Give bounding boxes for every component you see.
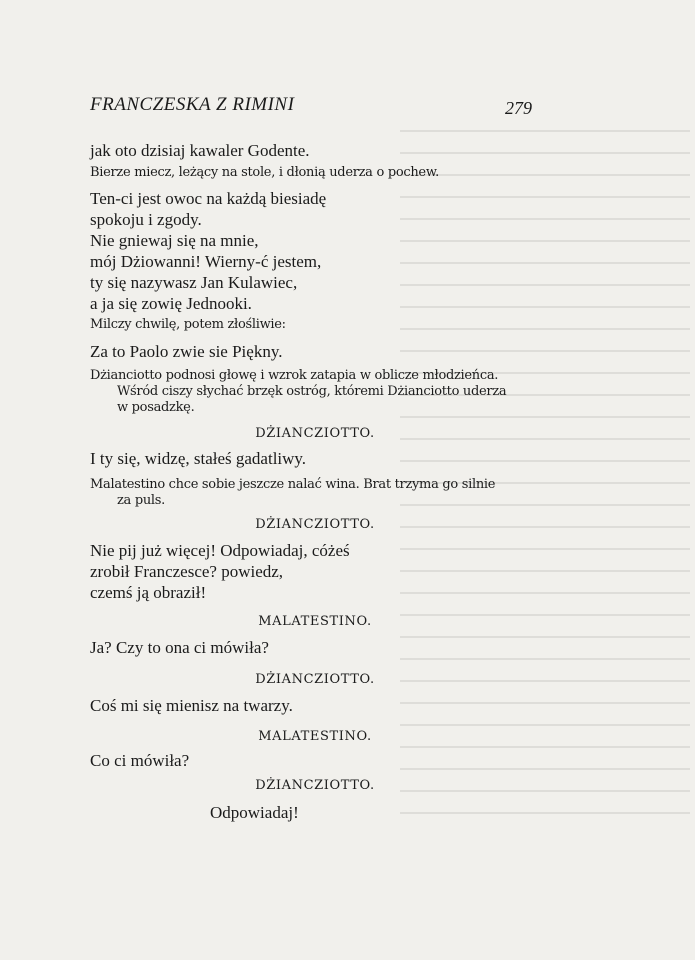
verse-line: ty się nazywasz Jan Kulawiec,: [90, 273, 298, 292]
verse-line: spokoju i zgody.: [90, 210, 202, 229]
verse-stanza: [90, 540, 540, 603]
verse-line: jak oto dzisiaj kawaler Godente.: [90, 141, 310, 160]
speaker-name: MALATESTINO.: [258, 614, 372, 629]
stage-line: Dżianciotto podnosi głowę i wzrok zatapia w oblicze młodzieńca.: [90, 368, 499, 383]
stage-line: Milczy chwilę, potem złośliwie:: [90, 317, 286, 332]
verse-stanza: [90, 695, 540, 716]
verse-stanza: [210, 802, 460, 823]
verse-stanza: [90, 188, 540, 314]
verse-line: Coś mi się mienisz na twarzy.: [90, 696, 293, 715]
speaker-name: MALATESTINO.: [258, 729, 372, 744]
speaker-name: DŻIANCZIOTTO.: [255, 517, 375, 532]
verse-line: a ja się zowię Jednooki.: [90, 294, 252, 313]
stage-line: Bierze miecz, leżący na stole, i dłonią uderza o pochew.: [90, 165, 439, 180]
verse-line: Nie gniewaj się na mnie,: [90, 231, 259, 250]
verse-stanza: [90, 750, 540, 771]
verse-line: Ja? Czy to ona ci mówiła?: [90, 638, 269, 657]
stage-direction: [90, 368, 540, 416]
running-header-title: FRANCZESKA Z RIMINI: [90, 94, 295, 115]
page-number: 279: [505, 98, 532, 118]
speaker-name: DŻIANCZIOTTO.: [255, 778, 375, 793]
verse-line: czemś ją obraził!: [90, 583, 207, 602]
verse-line: Za to Paolo zwie sie Piękny.: [90, 342, 283, 361]
verse-stanza: [90, 341, 540, 362]
verse-line: Nie pij już więcej! Odpowiadaj, cóżeś: [90, 541, 350, 560]
stage-direction: [90, 477, 540, 509]
verse-line: I ty się, widzę, stałeś gadatliwy.: [90, 449, 307, 468]
stage-direction: [90, 317, 540, 333]
verse-line: Ten-ci jest owoc na każdą biesiadę: [90, 189, 327, 208]
verse-line: Odpowiadaj!: [210, 803, 299, 822]
verse-line: mój Dżiowanni! Wierny-ć jestem,: [90, 252, 322, 271]
speaker-name: DŻIANCZIOTTO.: [255, 426, 375, 441]
speaker-name: DŻIANCZIOTTO.: [255, 672, 375, 687]
stage-line: w posadzkę.: [117, 400, 195, 415]
verse-stanza: [90, 637, 540, 658]
stage-line: Wśród ciszy słychać brzęk ostróg, któremi Dżianciotto uderza: [117, 384, 507, 399]
verse-line: zrobił Franczesce? powiedz,: [90, 562, 284, 581]
verse-stanza: [90, 448, 540, 469]
stage-line: za puls.: [117, 493, 165, 508]
verse-line: Co ci mówiła?: [90, 751, 190, 770]
verse-line: [90, 140, 540, 161]
stage-line: Malatestino chce sobie jeszcze nalać wina. Brat trzyma go silnie: [90, 477, 496, 492]
stage-direction: [90, 165, 540, 181]
